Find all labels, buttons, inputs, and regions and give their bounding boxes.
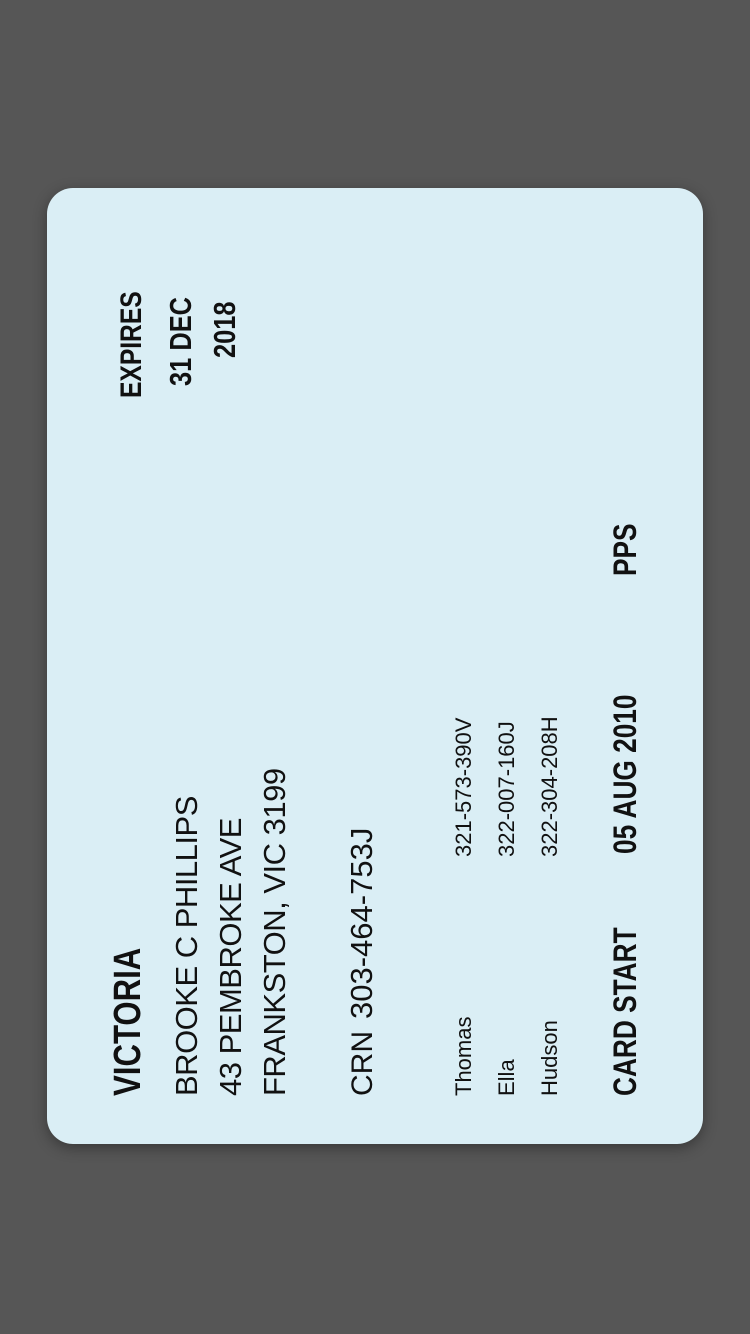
card-content: [47, 188, 703, 1144]
expires-date: 31 DEC: [163, 296, 198, 386]
dependent-name: Thomas: [451, 1016, 476, 1096]
card-start-label: CARD START: [607, 927, 643, 1096]
dependent-number: 322-007-160J: [494, 721, 519, 857]
dependent-number: 321-573-390V: [451, 717, 476, 857]
address-line-1: 43 PEMBROKE AVE: [213, 818, 248, 1096]
crn-label: CRN: [346, 1031, 379, 1096]
dependent-name: Ella: [494, 1059, 519, 1096]
card-type-label: PPS: [607, 523, 643, 576]
card-state: VICTORIA: [107, 947, 149, 1096]
expires-label: EXPIRES: [115, 291, 148, 398]
crn-value: 303-464-753J: [344, 827, 379, 1019]
card-start-value: 05 AUG 2010: [607, 694, 643, 854]
dependent-number: 322-304-208H: [537, 716, 562, 857]
holder-name: BROOKE C PHILLIPS: [169, 796, 204, 1096]
address-line-2: FRANKSTON, VIC 3199: [257, 768, 292, 1096]
concession-card[interactable]: [47, 188, 703, 1144]
expires-year: 2018: [207, 301, 242, 358]
dependent-name: Hudson: [537, 1020, 562, 1096]
